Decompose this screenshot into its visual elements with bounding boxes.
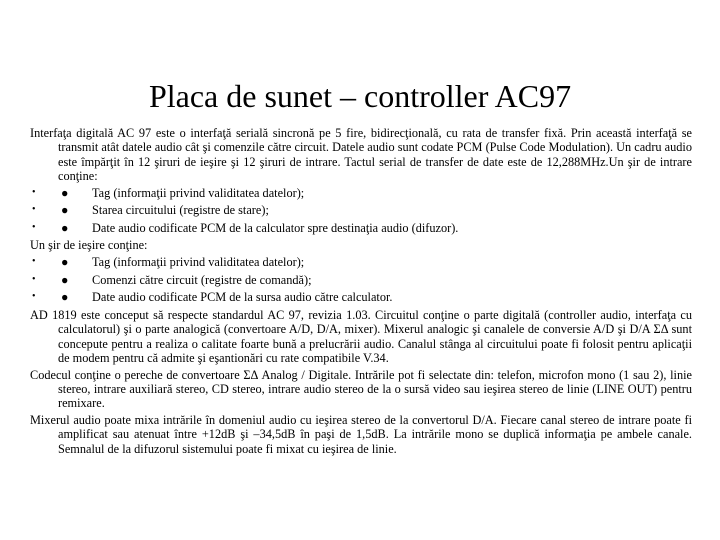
list-item-text: Date audio codificate PCM de la calculator spre destinaţia audio (difuzor). bbox=[92, 220, 459, 235]
bullet-icon: • bbox=[32, 256, 36, 268]
bullet-icon: • bbox=[32, 221, 36, 233]
slide-title: Placa de sunet – controller AC97 bbox=[148, 78, 572, 114]
output-heading: Un şir de ieşire conţine: bbox=[30, 238, 148, 253]
list-item-text: Tag (informaţii privind validitatea datelor); bbox=[92, 255, 305, 270]
bullet-icon: • bbox=[32, 273, 36, 285]
paragraph-ad1819: AD 1819 este conceput să respecte standardul AC 97, revizia 1.03. Circuitul conţine o parte digitală (controller audio, interfaţa cu calculatorul) şi o parte analogică (convertoare A/D, D/A, mixer). Mixerul analogic şi canalele de conversie A/D şi D/A ΣΔ sunt concepute pentru a realiza o calitate foarte bună a prelucrării audio. Canalul stânga al circuitului poate fi folosit pentru aplicaţii de modem pentru că admite şi eşantionări cu rate compatibile V.34. bbox=[30, 308, 692, 366]
list-item bbox=[30, 221, 692, 235]
list-item-text: Comenzi către circuit (registre de comandă); bbox=[92, 272, 312, 287]
bullet-dot-icon: ● bbox=[61, 220, 69, 235]
list-item bbox=[30, 203, 692, 217]
list-item bbox=[30, 186, 692, 200]
bullet-icon: • bbox=[32, 186, 36, 198]
bullet-dot-icon: ● bbox=[61, 255, 69, 270]
bullet-dot-icon: ● bbox=[61, 272, 69, 287]
bullet-dot-icon: ● bbox=[61, 185, 69, 200]
list-item-text: Tag (informaţii privind validitatea datelor); bbox=[92, 185, 305, 200]
list-item-text: Starea circuitului (registre de stare); bbox=[92, 203, 269, 218]
paragraph-ac97-interface: Interfaţa digitală AC 97 este o interfaţă serială sincronă pe 5 fire, bidirecţională, cu rata de transfer fixă. Prin această interfaţă se transmit atât datele audio cât şi comenzile către circuit. Datele audio sunt codate PCM (Pulse Code Modulation). Un cadru audio este împărţit în 12 şiruri de ieşire şi 12 şiruri de intrare. Tactul serial de transfer de date este de 12,288MHz.Un şir de intrare conţine: bbox=[30, 126, 692, 184]
list-item bbox=[30, 290, 692, 304]
bullet-dot-icon: ● bbox=[61, 203, 69, 218]
paragraph-codec: Codecul conţine o pereche de convertoare ΣΔ Analog / Digitale. Intrările pot fi selectate din: telefon, microfon mono (1 sau 2), linie stereo, intrare auxiliară stereo, CD stereo, intrare audio stereo de la o sursă video sau ieşirea stereo de linie (LINE OUT) pentru remixare. bbox=[30, 367, 692, 411]
list-item bbox=[30, 273, 692, 287]
paragraph-mixer: Mixerul audio poate mixa intrările în domeniul audio cu ieşirea stereo de la convertorul D/A. Fiecare canal stereo de intrare poate fi amplificat sau atenuat între +12dB şi –34,5dB în paşi de 1,5dB. La intrările mono se duplică informaţia pe ambele canale. Semnalul de la difuzorul sistemului poate fi mixat cu ieşirea de linie. bbox=[30, 412, 692, 456]
bullet-icon: • bbox=[32, 204, 36, 216]
bullet-icon: • bbox=[32, 291, 36, 303]
list-item-text: Date audio codificate PCM de la sursa audio către calculator. bbox=[92, 290, 393, 305]
bullet-dot-icon: ● bbox=[61, 290, 69, 305]
list-item bbox=[30, 255, 692, 269]
slide-body bbox=[30, 126, 692, 458]
